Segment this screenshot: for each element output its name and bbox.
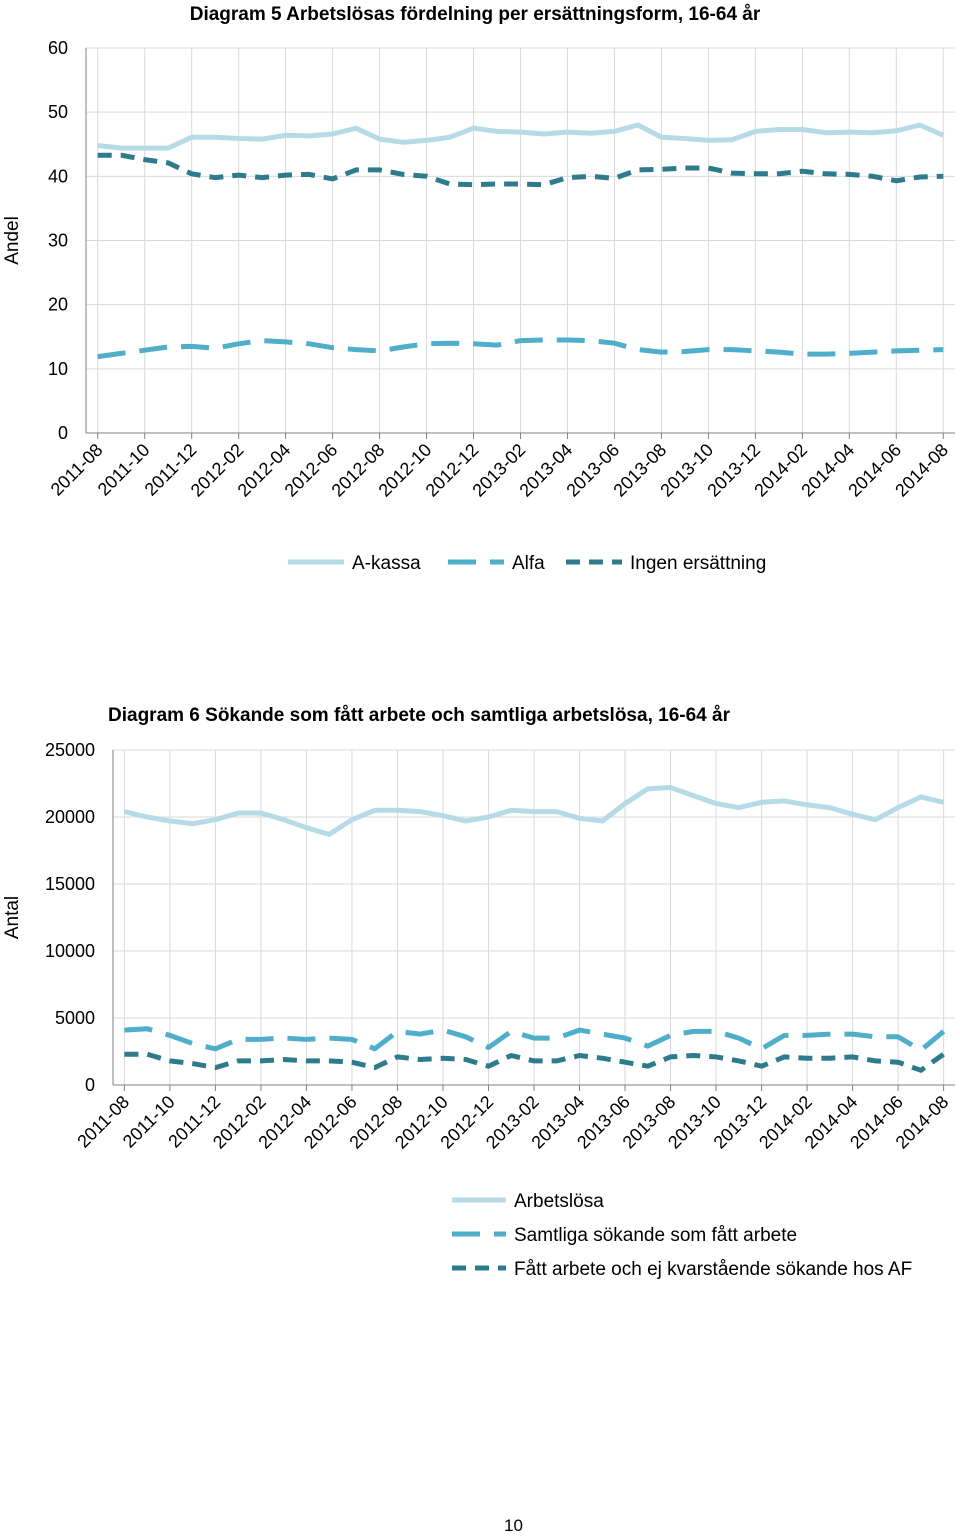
chart-title: Diagram 6 Sökande som fått arbete och samtliga arbetslösa, 16-64 år (108, 705, 730, 726)
x-tick-label: 2011-10 (93, 439, 154, 500)
y-tick-label: 20 (47, 294, 68, 315)
legend-label-1: Arbetslösa (514, 1191, 604, 1212)
x-tick-label: 2012-10 (374, 439, 436, 501)
x-tick-label: 2013-12 (709, 1091, 771, 1153)
y-tick-label: 10 (47, 358, 68, 379)
y-tick-label: 20000 (44, 807, 95, 827)
x-tick-label: 2011-08 (73, 1091, 134, 1152)
x-tick-label: 2012-04 (254, 1091, 316, 1153)
x-tick-label: 2013-04 (527, 1091, 589, 1153)
x-tick-label: 2011-12 (164, 1091, 225, 1152)
page-number: 10 (504, 1516, 523, 1535)
x-tick-label: 2012-06 (280, 439, 342, 501)
x-tick-label: 2013-08 (618, 1091, 680, 1153)
y-tick-label: 0 (57, 423, 68, 443)
x-tick-label: 2014-04 (797, 439, 859, 501)
x-tick-label: 2013-12 (703, 439, 765, 501)
x-tick-label: 2014-06 (846, 1091, 907, 1153)
x-tick-label: 2012-02 (208, 1091, 270, 1153)
chart-title: Diagram 5 Arbetslösas fördelning per ersättningsform, 16-64 år (189, 4, 761, 25)
x-tick-label: 2011-08 (46, 439, 107, 500)
chart-diagram-5 (0, 0, 960, 620)
y-tick-label: 50 (47, 102, 68, 123)
y-axis-label: Andel (2, 216, 23, 265)
legend-label-3: Ingen ersättning (630, 553, 767, 574)
x-tick-label: 2013-10 (656, 439, 718, 501)
y-tick-label: 60 (47, 38, 68, 58)
x-tick-label: 2012-12 (436, 1091, 498, 1153)
legend-label-1: A-kassa (352, 553, 421, 574)
x-tick-label: 2013-04 (515, 439, 577, 501)
x-tick-label: 2013-06 (573, 1091, 634, 1153)
x-tick-label: 2011-12 (140, 439, 201, 500)
x-tick-label: 2013-10 (664, 1091, 725, 1153)
legend-label-3: Fått arbete och ej kvarstående sökande hos AF (514, 1259, 913, 1280)
x-tick-label: 2014-04 (800, 1091, 862, 1153)
x-tick-label: 2012-12 (421, 439, 483, 501)
y-tick-label: 25000 (44, 740, 95, 760)
x-tick-label: 2011-10 (118, 1091, 179, 1152)
x-tick-label: 2012-06 (299, 1091, 361, 1153)
chart-diagram-6 (0, 620, 960, 1540)
y-tick-label: 40 (47, 166, 68, 187)
legend-label-2: Samtliga sökande som fått arbete (514, 1225, 798, 1246)
y-axis-label: Antal (2, 895, 23, 940)
x-tick-label: 2012-08 (345, 1091, 407, 1153)
y-tick-label: 10000 (44, 941, 95, 961)
x-tick-label: 2012-08 (327, 439, 389, 501)
x-tick-label: 2012-02 (186, 439, 248, 501)
x-tick-label: 2012-10 (390, 1091, 452, 1153)
x-tick-label: 2013-08 (609, 439, 671, 501)
y-tick-label: 5000 (54, 1008, 95, 1028)
legend-label-2: Alfa (512, 553, 545, 574)
x-tick-label: 2014-08 (891, 1091, 953, 1153)
x-tick-label: 2012-04 (233, 439, 295, 501)
y-tick-label: 30 (47, 230, 68, 251)
x-tick-label: 2014-02 (755, 1091, 816, 1153)
y-tick-label: 0 (84, 1075, 95, 1095)
x-tick-label: 2014-06 (844, 439, 906, 501)
y-tick-label: 15000 (44, 874, 95, 894)
x-tick-label: 2014-02 (750, 439, 812, 501)
x-tick-label: 2013-06 (562, 439, 624, 501)
x-tick-label: 2013-02 (481, 1091, 543, 1153)
x-tick-label: 2014-08 (891, 439, 953, 501)
x-tick-label: 2013-02 (468, 439, 530, 501)
